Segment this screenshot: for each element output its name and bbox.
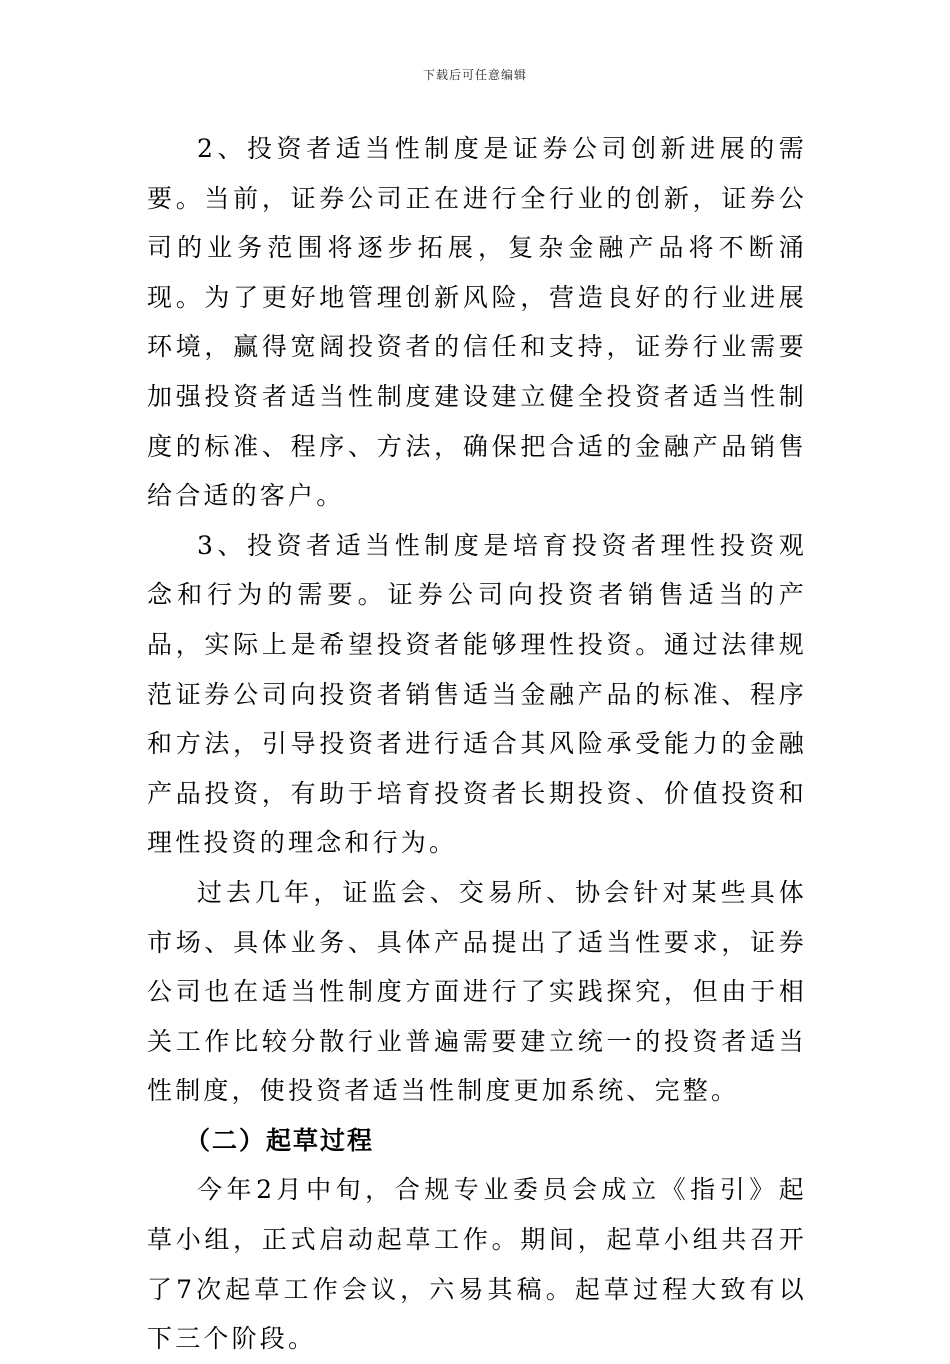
section-heading-drafting-process: （二）起草过程 xyxy=(185,1125,375,1155)
paragraph-past-years: 过去几年，证监会、交易所、协会针对某些具体市场、具体业务、具体产品提出了适当性要求，证券公司也在适当性制度方面进行了实践探究，但由于相关工作比较分散行业普遍需要建立统一的投资者适当性制度，使投资者适当性制度更加系统、完整。 xyxy=(147,877,807,1106)
document-body xyxy=(147,124,807,1364)
paragraph-innovation-need: 2、投资者适当性制度是证券公司创新进展的需要。当前，证券公司正在进行全行业的创新，证券公司的业务范围将逐步拓展，复杂金融产品将不断涌现。为了更好地管理创新风险，营造良好的行业进展环境，赢得宽阔投资者的信任和支持，证券行业需要加强投资者适当性制度建设建立健全投资者适当性制度的标准、程序、方法，确保把合适的金融产品销售给合适的客户。 xyxy=(147,134,807,511)
paragraph-rational-investment: 3、投资者适当性制度是培育投资者理性投资观念和行为的需要。证券公司向投资者销售适当的产品，实际上是希望投资者能够理性投资。通过法律规范证券公司向投资者销售适当金融产品的标准、程序和方法，引导投资者进行适合其风险承受能力的金融产品投资，有助于培育投资者长期投资、价值投资和理性投资的理念和行为。 xyxy=(147,530,807,858)
paragraph-drafting-timeline: 今年2月中旬，合规专业委员会成立《指引》起草小组，正式启动起草工作。期间，起草小组共召开了7次起草工作会议，六易其稿。起草过程大致有以下三个阶段。 xyxy=(147,1175,807,1354)
page-header: 下载后可任意编辑 xyxy=(422,68,527,82)
